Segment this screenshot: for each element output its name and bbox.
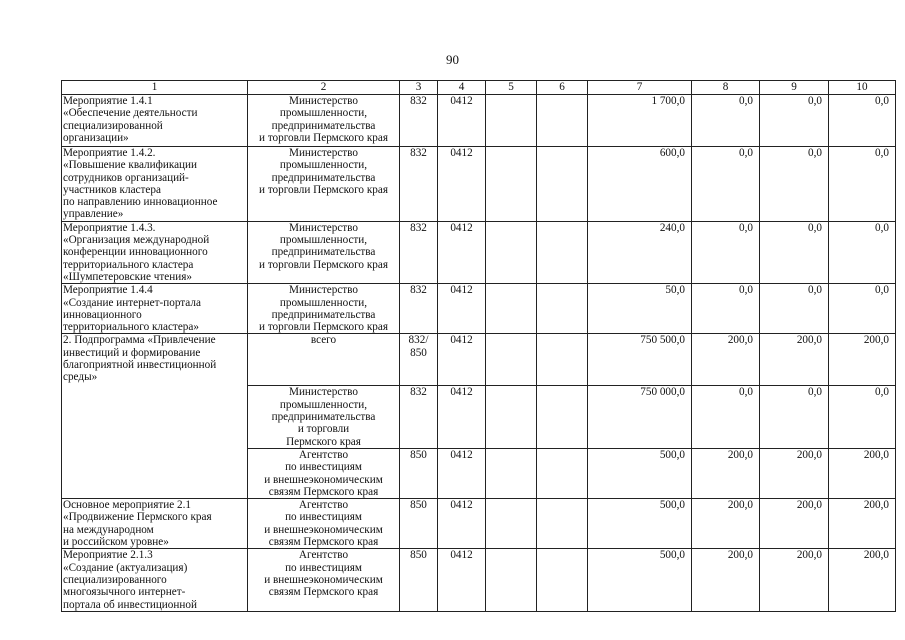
- amount-cell: 200,0: [692, 549, 760, 611]
- amount-cell: 200,0: [692, 448, 760, 498]
- program-name-cell: Мероприятие 1.4.4 «Создание интернет-портала инновационного территориального кластера»: [62, 284, 248, 334]
- amount-cell: [486, 499, 537, 549]
- header-cell: 7: [588, 81, 692, 95]
- amount-cell: [537, 95, 588, 147]
- header-cell: 10: [829, 81, 896, 95]
- grbs-code-cell: 850: [400, 549, 438, 611]
- grbs-code-cell: 850: [400, 448, 438, 498]
- amount-cell: [486, 95, 537, 147]
- header-cell: 2: [248, 81, 400, 95]
- table-row: [62, 284, 896, 334]
- amount-cell: 0,0: [760, 221, 829, 283]
- grbs-code-cell: 850: [400, 499, 438, 549]
- amount-cell: 200,0: [760, 334, 829, 386]
- executor-cell: Министерство промышленности, предпринимательства и торговли Пермского края: [248, 386, 400, 448]
- program-name-cell: 2. Подпрограмма «Привлечение инвестиций и формирование благоприятной инвестиционной среды»: [62, 334, 248, 499]
- executor-cell: Агентство по инвестициям и внешнеэкономическим связям Пермского края: [248, 549, 400, 611]
- amount-cell: [537, 147, 588, 222]
- grbs-code-cell: 832: [400, 221, 438, 283]
- amount-cell: [486, 549, 537, 611]
- amount-cell: [486, 448, 537, 498]
- amount-cell: 0,0: [760, 386, 829, 448]
- budget-table: [61, 80, 896, 612]
- amount-cell: 200,0: [829, 499, 896, 549]
- amount-cell: 0,0: [829, 221, 896, 283]
- amount-cell: [486, 221, 537, 283]
- amount-cell: [537, 448, 588, 498]
- amount-cell: [537, 221, 588, 283]
- amount-cell: [537, 284, 588, 334]
- amount-cell: 240,0: [588, 221, 692, 283]
- table-row: [62, 147, 896, 222]
- amount-cell: 750 500,0: [588, 334, 692, 386]
- amount-cell: 0,0: [692, 221, 760, 283]
- program-name-cell: Мероприятие 1.4.2. «Повышение квалификации сотрудников организаций- участников кластера по направлению инновационное управление»: [62, 147, 248, 222]
- amount-cell: [537, 386, 588, 448]
- table-row: [62, 221, 896, 283]
- section-code-cell: 0412: [438, 147, 486, 222]
- grbs-code-cell: 832: [400, 147, 438, 222]
- section-code-cell: 0412: [438, 448, 486, 498]
- section-code-cell: 0412: [438, 284, 486, 334]
- program-name-cell: Мероприятие 2.1.3 «Создание (актуализация) специализированного многоязычного интернет- портала об инвестиционной: [62, 549, 248, 611]
- amount-cell: [486, 334, 537, 386]
- header-cell: 4: [438, 81, 486, 95]
- header-cell: 1: [62, 81, 248, 95]
- amount-cell: 0,0: [760, 95, 829, 147]
- amount-cell: 0,0: [760, 284, 829, 334]
- program-name-cell: Мероприятие 1.4.1 «Обеспечение деятельности специализированной организации»: [62, 95, 248, 147]
- executor-cell: Министерство промышленности, предпринимательства и торговли Пермского края: [248, 147, 400, 222]
- section-code-cell: 0412: [438, 221, 486, 283]
- amount-cell: 200,0: [760, 549, 829, 611]
- amount-cell: [537, 499, 588, 549]
- amount-cell: 0,0: [829, 284, 896, 334]
- amount-cell: [486, 147, 537, 222]
- amount-cell: 0,0: [692, 147, 760, 222]
- amount-cell: 600,0: [588, 147, 692, 222]
- amount-cell: 500,0: [588, 448, 692, 498]
- executor-cell: Министерство промышленности, предпринимательства и торговли Пермского края: [248, 95, 400, 147]
- amount-cell: 1 700,0: [588, 95, 692, 147]
- executor-cell: всего: [248, 334, 400, 386]
- amount-cell: 0,0: [692, 95, 760, 147]
- amount-cell: 0,0: [829, 147, 896, 222]
- amount-cell: 200,0: [829, 549, 896, 611]
- section-code-cell: 0412: [438, 499, 486, 549]
- grbs-code-cell: 832: [400, 284, 438, 334]
- amount-cell: 200,0: [692, 499, 760, 549]
- grbs-code-cell: 832/ 850: [400, 334, 438, 386]
- grbs-code-cell: 832: [400, 386, 438, 448]
- amount-cell: 200,0: [692, 334, 760, 386]
- header-row: [62, 81, 896, 95]
- program-name-cell: Основное мероприятие 2.1 «Продвижение Пермского края на международном и российском уровне»: [62, 499, 248, 549]
- table-row: [62, 549, 896, 611]
- amount-cell: 0,0: [829, 95, 896, 147]
- amount-cell: 50,0: [588, 284, 692, 334]
- amount-cell: 200,0: [829, 334, 896, 386]
- table-row: [62, 334, 896, 386]
- executor-cell: Министерство промышленности, предпринимательства и торговли Пермского края: [248, 221, 400, 283]
- amount-cell: [537, 549, 588, 611]
- amount-cell: 500,0: [588, 549, 692, 611]
- grbs-code-cell: 832: [400, 95, 438, 147]
- executor-cell: Агентство по инвестициям и внешнеэкономическим связям Пермского края: [248, 448, 400, 498]
- amount-cell: 0,0: [692, 284, 760, 334]
- amount-cell: 200,0: [760, 448, 829, 498]
- amount-cell: [486, 284, 537, 334]
- amount-cell: 0,0: [760, 147, 829, 222]
- program-name-cell: Мероприятие 1.4.3. «Организация международной конференции инновационного территориального кластера «Шумпетеровские чтения»: [62, 221, 248, 283]
- amount-cell: 750 000,0: [588, 386, 692, 448]
- executor-cell: Министерство промышленности, предпринимательства и торговли Пермского края: [248, 284, 400, 334]
- amount-cell: [537, 334, 588, 386]
- header-cell: 3: [400, 81, 438, 95]
- table-row: [62, 499, 896, 549]
- amount-cell: 200,0: [829, 448, 896, 498]
- header-cell: 9: [760, 81, 829, 95]
- section-code-cell: 0412: [438, 549, 486, 611]
- header-cell: 6: [537, 81, 588, 95]
- page-number: 90: [446, 52, 459, 67]
- amount-cell: 0,0: [692, 386, 760, 448]
- amount-cell: 200,0: [760, 499, 829, 549]
- executor-cell: Агентство по инвестициям и внешнеэкономическим связям Пермского края: [248, 499, 400, 549]
- header-cell: 8: [692, 81, 760, 95]
- table-row: [62, 95, 896, 147]
- amount-cell: [486, 386, 537, 448]
- section-code-cell: 0412: [438, 386, 486, 448]
- amount-cell: 500,0: [588, 499, 692, 549]
- header-cell: 5: [486, 81, 537, 95]
- amount-cell: 0,0: [829, 386, 896, 448]
- section-code-cell: 0412: [438, 95, 486, 147]
- section-code-cell: 0412: [438, 334, 486, 386]
